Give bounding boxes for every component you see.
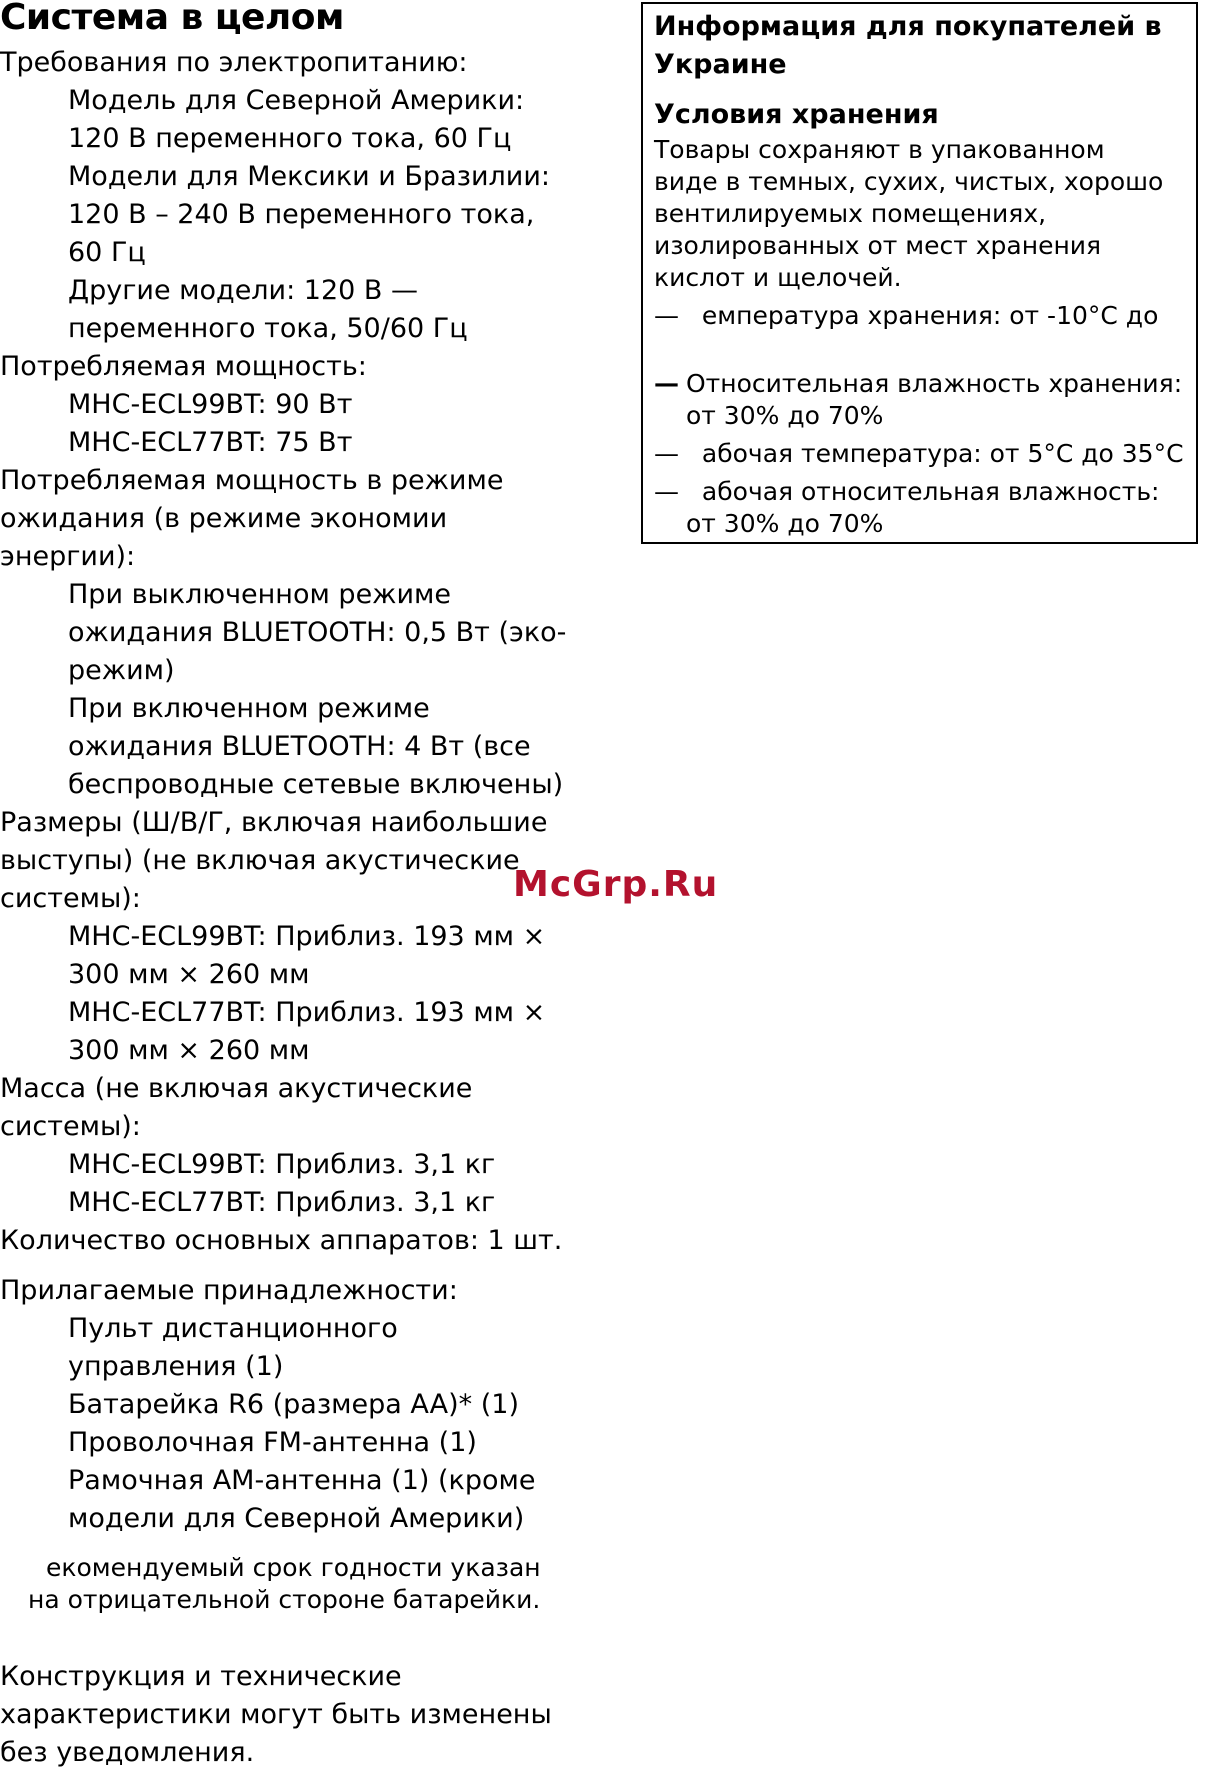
spec-label: Прилагаемые принадлежности:	[0, 1275, 458, 1306]
spec-value: MHC-ECL99BT: Приблиз. 3,1 кг	[68, 1149, 496, 1180]
box-paragraph-line: Товары сохраняют в упакованном	[654, 135, 1105, 164]
left-column	[0, 0, 600, 1772]
watermark-text: McGrp.Ru	[513, 864, 719, 905]
spec-label: энергии):	[0, 541, 136, 572]
box-paragraph-line: вентилируемых помещениях,	[654, 199, 1047, 228]
closing-line: без уведомления.	[0, 1737, 255, 1768]
spec-value: Пульт дистанционного	[68, 1313, 398, 1344]
dash-bullet: —	[654, 477, 679, 506]
box-paragraph-line: кислот и щелочей.	[654, 263, 902, 292]
operating-humidity-item	[654, 476, 1186, 540]
spec-value: 60 Гц	[68, 237, 146, 268]
spec-label: Размеры (Ш/В/Г, включая наибольшие	[0, 807, 548, 838]
operating-temperature-item	[654, 438, 1186, 470]
spec-units-count	[0, 1222, 600, 1260]
closing-line: Конструкция и технические	[0, 1661, 402, 1692]
spec-value: При включенном режиме	[68, 693, 430, 724]
spec-value: MHC-ECL77BT: Приблиз. 193 мм ×	[68, 997, 546, 1028]
list-item-text: абочая температура: от 5°C до 35°C	[686, 439, 1184, 468]
spec-power-requirements	[0, 44, 600, 348]
box-subtitle: Условия хранения	[654, 99, 939, 130]
spec-value: 120 В переменного тока, 60 Гц	[68, 123, 512, 154]
spec-value: 120 В – 240 В переменного тока,	[68, 199, 535, 230]
list-item-text: Относительная влажность хранения: от 30% до 70%	[686, 369, 1183, 430]
spec-value: Модель для Северной Америки:	[68, 85, 525, 116]
box-paragraph-line: виде в темных, сухих, чистых, хорошо	[654, 167, 1164, 196]
closing-note	[0, 1658, 600, 1772]
spec-value: Батарейка R6 (размера AA)* (1)	[68, 1389, 519, 1420]
spec-value: 300 мм × 260 мм	[68, 1035, 310, 1066]
spec-value: модели для Северной Америки)	[68, 1503, 525, 1534]
spec-standby-power	[0, 462, 600, 804]
spec-value: MHC-ECL77BT: 75 Вт	[68, 427, 353, 458]
spec-value: Модели для Мексики и Бразилии:	[68, 161, 550, 192]
box-title: Украине	[654, 49, 787, 80]
storage-humidity-item	[654, 368, 1186, 432]
footnote-line: на отрицательной стороне батарейки.	[28, 1585, 541, 1614]
closing-line: характеристики могут быть изменены	[0, 1699, 552, 1730]
spec-power-consumption	[0, 348, 600, 462]
spec-value: управления (1)	[68, 1351, 284, 1382]
spec-accessories	[0, 1272, 600, 1538]
spec-value: При выключенном режиме	[68, 579, 452, 610]
ukraine-info-box	[641, 2, 1198, 544]
spec-dimensions	[0, 804, 600, 1070]
spec-mass	[0, 1070, 600, 1222]
spec-value: MHC-ECL99BT: 90 Вт	[68, 389, 353, 420]
dash-bullet: —	[654, 301, 679, 330]
section-title: Система в целом	[0, 0, 344, 38]
spec-label: ожидания (в режиме экономии	[0, 503, 448, 534]
spec-value: беспроводные сетевые включены)	[68, 769, 564, 800]
spec-value: Проволочная FM-антенна (1)	[68, 1427, 477, 1458]
spec-label: системы):	[0, 883, 141, 914]
spec-value: MHC-ECL77BT: Приблиз. 3,1 кг	[68, 1187, 496, 1218]
spec-value: Рамочная AM-антенна (1) (кроме	[68, 1465, 536, 1496]
storage-temperature-item	[654, 300, 1186, 332]
spec-value: ожидания BLUETOOTH: 4 Вт (все	[68, 731, 531, 762]
list-item-text: абочая относительная влажность: от 30% до 70%	[686, 477, 1168, 538]
spec-label: выступы) (не включая акустические	[0, 845, 520, 876]
spec-label: системы):	[0, 1111, 141, 1142]
spec-value: ожидания BLUETOOTH: 0,5 Вт (эко-	[68, 617, 567, 648]
spec-value: режим)	[68, 655, 175, 686]
footnote-line: екомендуемый срок годности указан	[46, 1553, 541, 1582]
spec-value: MHC-ECL99BT: Приблиз. 193 мм ×	[68, 921, 546, 952]
spec-label: Количество основных аппаратов: 1 шт.	[0, 1225, 563, 1256]
spec-label: Масса (не включая акустические	[0, 1073, 473, 1104]
spec-label: Потребляемая мощность в режиме	[0, 465, 504, 496]
spec-value: переменного тока, 50/60 Гц	[68, 313, 468, 344]
box-paragraph-line: изолированных от мест хранения	[654, 231, 1102, 260]
spec-label: Требования по электропитанию:	[0, 47, 468, 78]
box-title: Информация для покупателей в	[654, 11, 1162, 42]
spec-label: Потребляемая мощность:	[0, 351, 367, 382]
spec-value: Другие модели: 120 В —	[68, 275, 419, 306]
list-item-text: емпература хранения: от -10°C до	[686, 301, 1159, 330]
spec-value: 300 мм × 260 мм	[68, 959, 310, 990]
dash-bullet: —	[654, 369, 679, 398]
battery-footnote	[0, 1552, 600, 1616]
dash-bullet: —	[654, 439, 679, 468]
